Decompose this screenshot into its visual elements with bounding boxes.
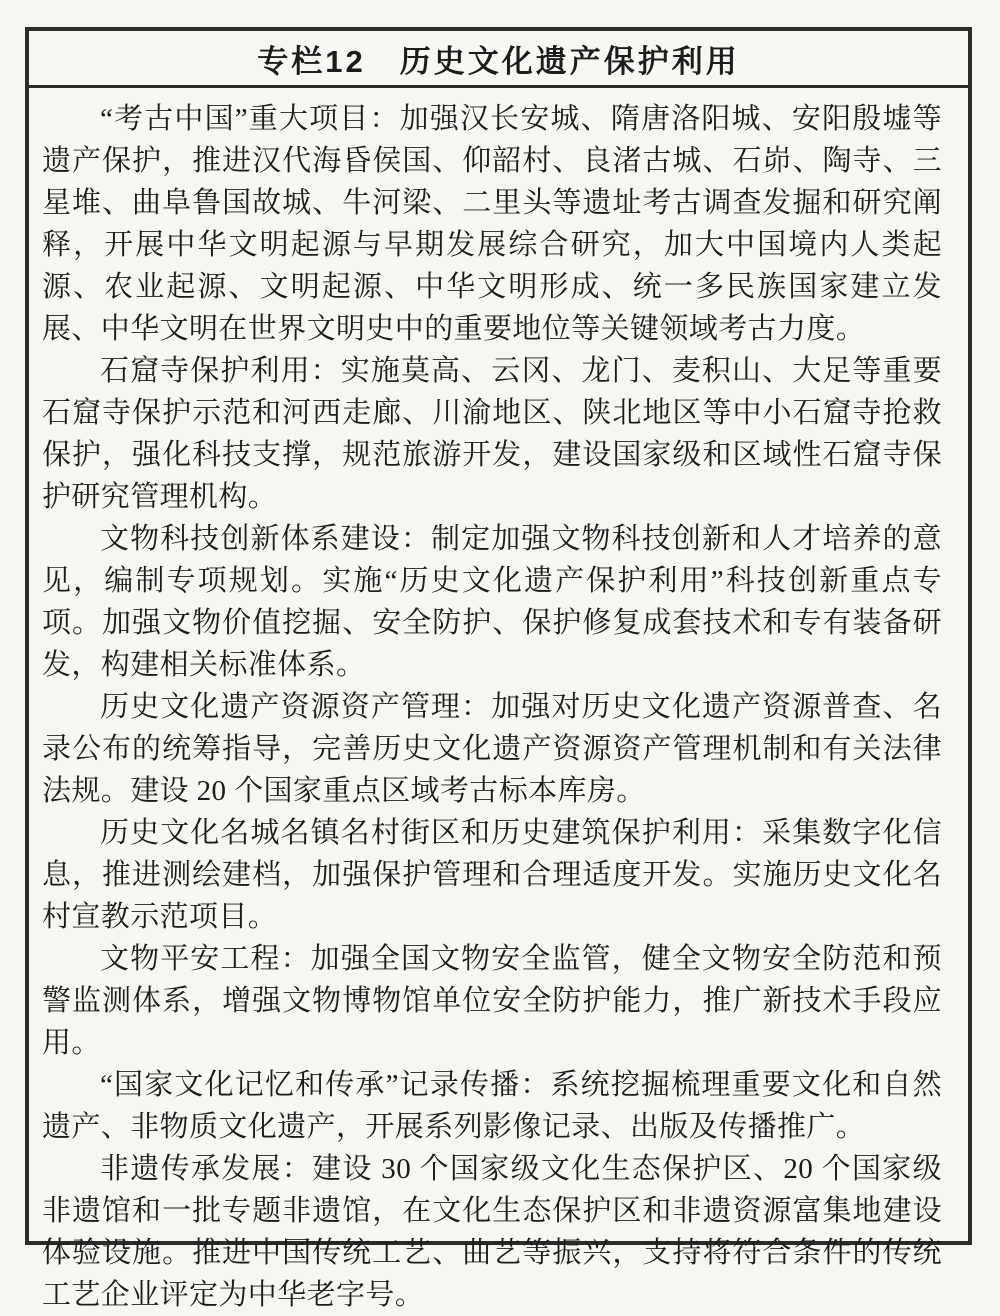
panel-body <box>29 88 968 1316</box>
panel-header <box>29 31 968 88</box>
paragraph-historic-cities-towns: 历史文化名城名镇名村街区和历史建筑保护利用：采集数字化信息，推进测绘建档，加强保护管理和合理适度开发。实施历史文化名村宣教示范项目。 <box>42 817 942 933</box>
paragraph-resource-asset-management: 历史文化遗产资源资产管理：加强对历史文化遗产资源普查、名录公布的统筹指导，完善历史文化遗产资源资产管理机制和有关法律法规。建设 20 个国家重点区域考古标本库房。 <box>42 691 942 807</box>
paragraph-national-memory-recording: “国家文化记忆和传承”记录传播：系统挖掘梳理重要文化和自然遗产、非物质文化遗产，开展系列影像记录、出版及传播推广。 <box>42 1069 942 1143</box>
paragraph-cultural-relics-safety: 文物平安工程：加强全国文物安全监管，健全文物安全防范和预警监测体系，增强文物博物馆单位安全防护能力，推广新技术手段应用。 <box>42 943 942 1059</box>
paragraph-grotto-temples: 石窟寺保护利用：实施莫高、云冈、龙门、麦积山、大足等重要石窟寺保护示范和河西走廊、川渝地区、陕北地区等中小石窟寺抢救保护，强化科技支撑，规范旅游开发，建设国家级和区域性石窟寺保护研究管理机构。 <box>42 355 942 513</box>
paragraph-archaeology-china: “考古中国”重大项目：加强汉长安城、隋唐洛阳城、安阳殷墟等遗产保护，推进汉代海昏侯国、仰韶村、良渚古城、石峁、陶寺、三星堆、曲阜鲁国故城、牛河梁、二里头等遗址考古调查发掘和研究阐释，开展中华文明起源与早期发展综合研究，加大中国境内人类起源、农业起源、文明起源、中华文明形成、统一多民族国家建立发展、中华文明在世界文明史中的重要地位等关键领域考古力度。 <box>42 103 942 345</box>
paragraph-science-tech-innovation: 文物科技创新体系建设：制定加强文物科技创新和人才培养的意见，编制专项规划。实施“历史文化遗产保护利用”科技创新重点专项。加强文物价值挖掘、安全防护、保护修复成套技术和专有装备研发，构建相关标准体系。 <box>42 523 942 681</box>
paragraph-intangible-heritage: 非遗传承发展：建设 30 个国家级文化生态保护区、20 个国家级非遗馆和一批专题非遗馆，在文化生态保护区和非遗资源富集地建设体验设施。推进中国传统工艺、曲艺等振兴，支持将符合条件的传统工艺企业评定为中华老字号。 <box>42 1153 942 1311</box>
feature-box <box>25 27 972 1311</box>
panel-title: 专栏12 历史文化遗产保护利用 <box>257 43 740 79</box>
